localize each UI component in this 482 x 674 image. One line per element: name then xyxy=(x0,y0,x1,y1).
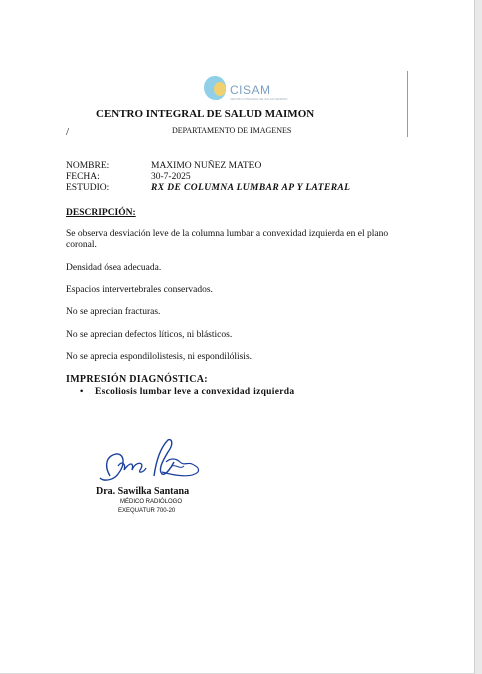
header-department: DEPARTAMENTO DE IMAGENES xyxy=(172,126,292,135)
signer-role: MÉDICO RADIÓLOGO xyxy=(120,499,183,505)
page-edge xyxy=(474,0,482,674)
patient-study-value: RX DE COLUMNA LUMBAR AP Y LATERAL xyxy=(151,183,351,193)
signer-name: Dra. Sawilka Santana xyxy=(96,486,190,497)
logo-name: CISAM xyxy=(230,83,271,97)
description-paragraph: Espacios intervertebrales conservados. xyxy=(66,285,213,295)
patient-date-value: 30-7-2025 xyxy=(151,172,191,182)
header-slash: / xyxy=(66,126,70,138)
description-heading: DESCRIPCIÓN: xyxy=(66,208,136,218)
cisam-logo xyxy=(200,74,288,106)
impression-item-text: Escoliosis lumbar leve a convexidad izquierda xyxy=(95,387,295,397)
signer-exequatur: EXEQUATUR 700-20 xyxy=(118,508,176,514)
logo-tagline: CENTRO INTEGRAL DE SALUD MAIMON xyxy=(230,97,288,101)
header-vertical-rule xyxy=(407,71,408,137)
patient-name-label: NOMBRE: xyxy=(66,161,110,171)
description-paragraph: No se aprecian defectos líticos, ni blásticos. xyxy=(66,330,233,340)
bullet-icon: • xyxy=(80,387,84,397)
patient-date-label: FECHA: xyxy=(66,172,100,182)
description-paragraph: No se aprecia espondilolistesis, ni espondilólisis. xyxy=(66,352,253,362)
description-paragraph: Se observa desviación leve de la columna lumbar a convexidad izquierda en el plano coronal. xyxy=(66,229,389,250)
description-paragraph: No se aprecian fracturas. xyxy=(66,307,161,317)
impression-heading: IMPRESIÓN DIAGNÓSTICA: xyxy=(66,374,208,385)
description-paragraph: Densidad ósea adecuada. xyxy=(66,263,162,273)
patient-name-value: MAXIMO NUÑEZ MATEO xyxy=(151,161,262,171)
handwritten-signature xyxy=(96,436,206,488)
patient-study-label: ESTUDIO: xyxy=(66,183,110,193)
header-title: CENTRO INTEGRAL DE SALUD MAIMON xyxy=(96,108,315,120)
logo-dot-icon xyxy=(214,82,226,96)
